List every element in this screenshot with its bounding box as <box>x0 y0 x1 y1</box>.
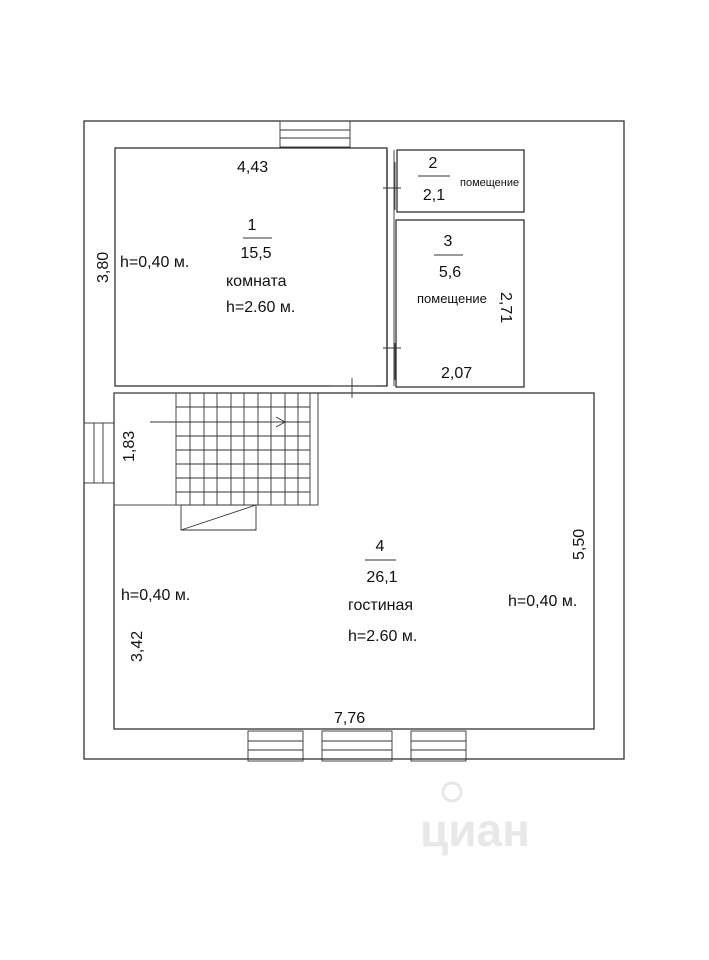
room-4-name: гостиная <box>348 597 414 614</box>
room-3-width: 2,07 <box>441 365 473 382</box>
room-1-area: 15,5 <box>240 245 272 262</box>
room-1-wall-height: h=0,40 м. <box>120 254 190 271</box>
room-1-height: h=2.60 м. <box>226 299 296 316</box>
room-4-area: 26,1 <box>366 569 398 586</box>
windows-bottom <box>248 731 466 761</box>
window-top <box>280 121 350 147</box>
room-4-depth-right: 5,50 <box>571 528 588 560</box>
room-1-depth: 3,80 <box>95 251 112 283</box>
room-4-height: h=2.60 м. <box>348 628 418 645</box>
room-3-area: 5,6 <box>438 264 462 281</box>
room-3-number: 3 <box>443 233 453 250</box>
window-left <box>84 423 114 483</box>
cian-logo-icon <box>443 783 461 801</box>
room-4-wall-height-left: h=0,40 м. <box>121 587 191 604</box>
room-4-wall-height-right: h=0,40 м. <box>508 593 578 610</box>
stair-depth: 1,83 <box>121 430 138 462</box>
outer-wall <box>84 121 624 759</box>
room-2-name: помещение <box>460 177 520 189</box>
room-2-area: 2,1 <box>422 187 446 204</box>
room-1-name: комната <box>226 273 287 290</box>
watermark-text: циан <box>420 804 530 856</box>
room-1-width: 4,43 <box>237 159 269 176</box>
room-4-width: 7,76 <box>334 710 366 727</box>
room-4-depth-left: 3,42 <box>129 630 146 662</box>
room-2-number: 2 <box>428 155 438 172</box>
door-marks <box>330 162 401 398</box>
room-4 <box>114 393 594 729</box>
watermark <box>420 783 530 856</box>
room-1-number: 1 <box>247 217 257 234</box>
room-4-number: 4 <box>375 538 385 555</box>
staircase <box>114 393 318 530</box>
room-3-name: помещение <box>417 291 487 306</box>
room-3-depth: 2,71 <box>497 292 514 324</box>
